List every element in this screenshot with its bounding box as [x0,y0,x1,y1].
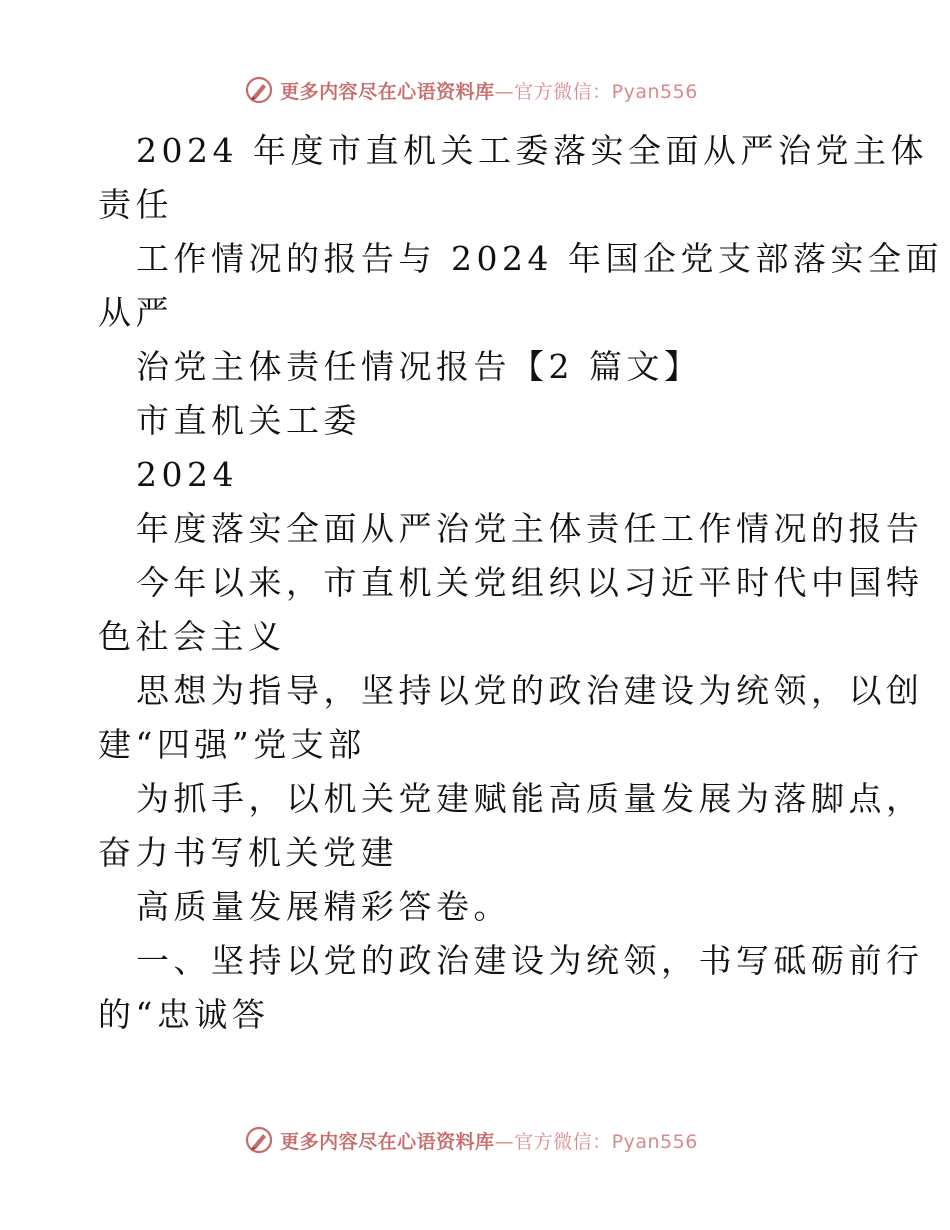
text-line: 从严 [98,293,173,332]
text-line: 的“忠诚答 [98,995,270,1034]
text-line: 奋力书写机关党建 [98,833,398,872]
text-line: 为抓手，以机关党建赋能高质量发展为落脚点， [136,779,924,818]
header-watermark [0,72,950,108]
text-line: 年度落实全面从严治党主体责任工作情况的报告 [136,509,924,548]
text-line: 市直机关工委 [136,401,361,440]
text-line: 责任 [98,185,173,224]
text-line: 2024 [136,455,238,494]
text-line: 建“四强”党支部 [98,725,366,764]
text-line: 工作情况的报告与 2024 年国企党支部落实全面 [136,239,943,278]
text-line: 高质量发展精彩答卷。 [136,887,511,926]
text-line: 2024 年度市直机关工委落实全面从严治党主体 [136,131,928,170]
watermark-text [280,1127,698,1154]
document-body [98,124,943,1042]
text-line: 色社会主义 [98,617,286,656]
text-line: 治党主体责任情况报告【2 篇文】 [136,347,702,386]
watermark-contact: 官方微信：Pyan556 [514,80,698,103]
footer-watermark [0,1122,950,1158]
watermark-separator: — [494,1130,515,1153]
watermark-brand: 更多内容尽在心语资料库 [280,1130,495,1153]
text-line: 一、坚持以党的政治建设为统领，书写砥砺前行 [136,941,924,980]
pen-logo-icon [244,1125,274,1155]
text-line: 思想为指导，坚持以党的政治建设为统领，以创 [136,671,924,710]
watermark-contact: 官方微信：Pyan556 [514,1130,698,1153]
watermark-text [280,77,698,104]
pen-logo-icon [244,75,274,105]
watermark-separator: — [494,80,515,103]
text-line: 今年以来，市直机关党组织以习近平时代中国特 [136,563,924,602]
watermark-brand: 更多内容尽在心语资料库 [280,80,495,103]
